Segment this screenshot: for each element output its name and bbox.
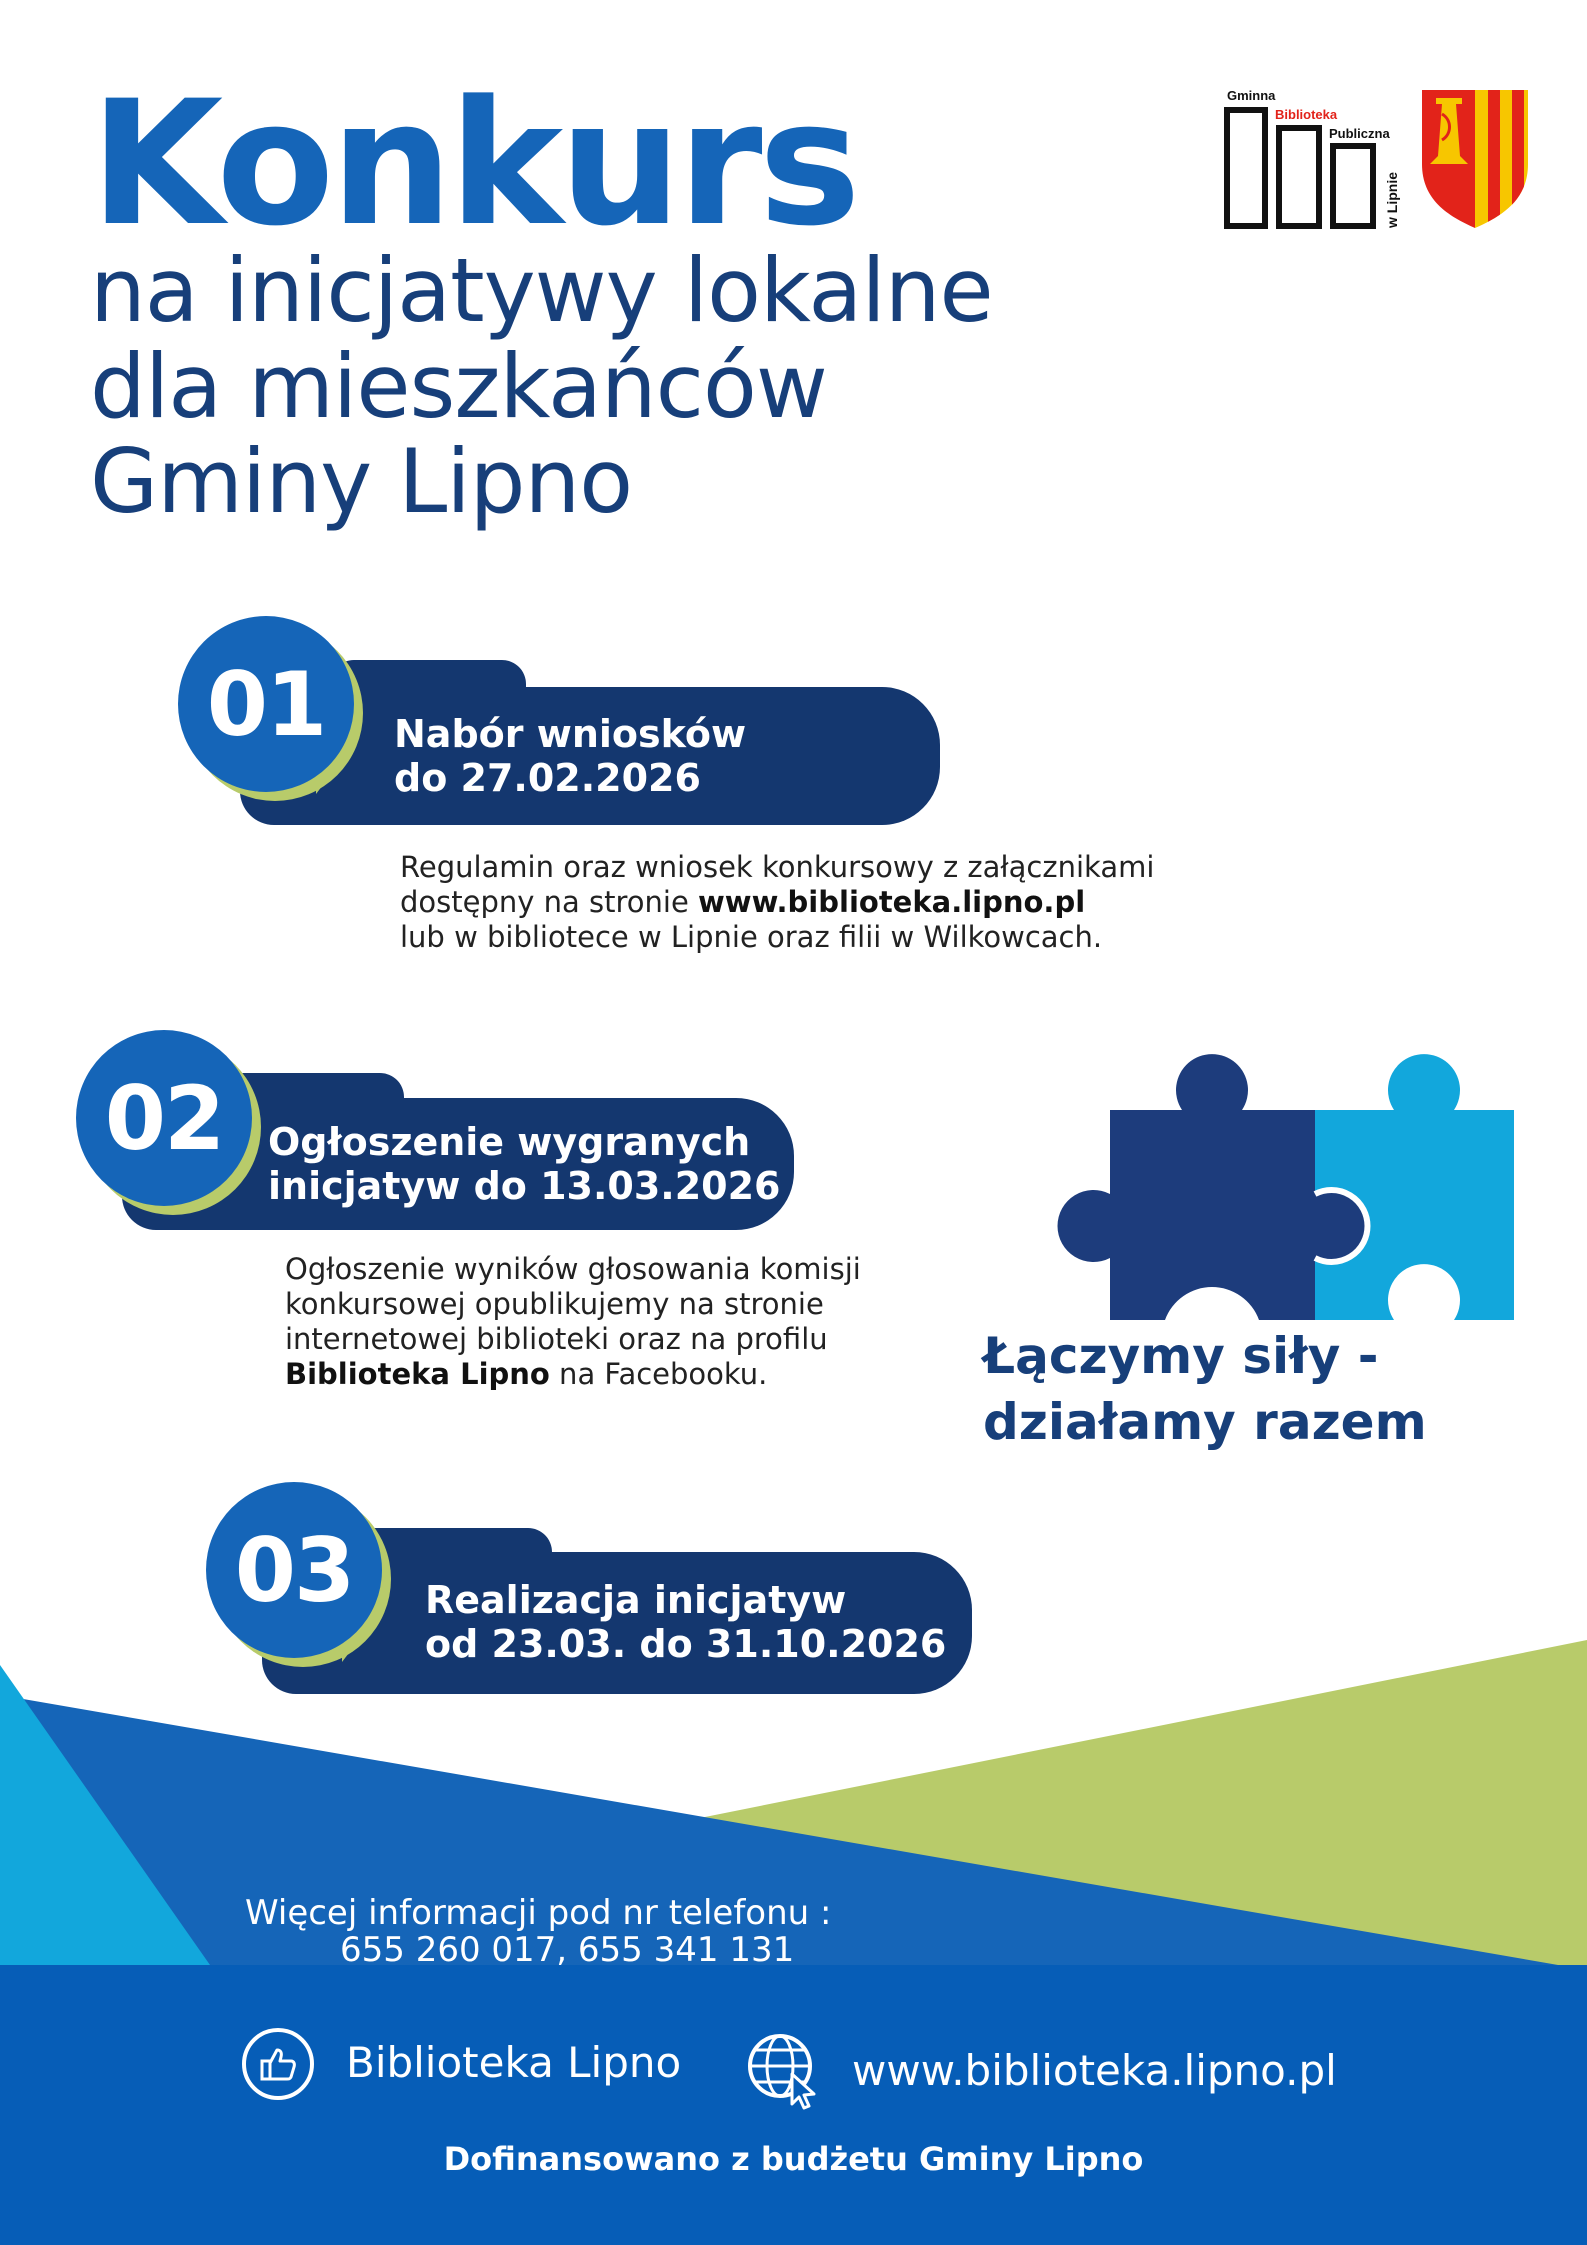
website-link[interactable]: www.biblioteka.lipno.pl — [852, 2046, 1337, 2095]
globe-cursor-icon[interactable] — [746, 2030, 826, 2110]
step-3-number-badge: 03 — [206, 1482, 382, 1658]
step-2-label-line-2: inicjatyw do 13.03.2026 — [268, 1164, 781, 1208]
crest-icon — [1422, 90, 1528, 228]
step-1-label — [394, 712, 746, 800]
page-title: Konkurs — [90, 63, 857, 264]
step-3-label-line-2: od 23.03. do 31.10.2026 — [425, 1622, 947, 1666]
library-logo — [1223, 86, 1403, 230]
subtitle-line-1: na inicjatywy lokalne — [90, 239, 993, 342]
subtitle-line-3: Gminy Lipno — [90, 430, 633, 533]
step-2-label — [268, 1120, 781, 1208]
thumbs-up-icon[interactable] — [242, 2028, 314, 2100]
step-1-description — [400, 850, 1154, 955]
step-2-label-line-1: Ogłoszenie wygranych — [268, 1120, 751, 1164]
step-1-desc-line-2 — [400, 885, 1154, 920]
slogan-line-1: Łączymy siły - — [983, 1327, 1379, 1385]
step-1-desc-line-1: Regulamin oraz wniosek konkursowy z załącznikami — [400, 850, 1155, 884]
slogan — [983, 1323, 1427, 1455]
step-1-label-line-1: Nabór wniosków — [394, 712, 747, 756]
logo-text-publiczna: Publiczna — [1329, 126, 1390, 141]
slogan-line-2: działamy razem — [983, 1393, 1427, 1451]
logo-text-w-lipnie: w Lipnie — [1384, 172, 1400, 228]
logo-book-2 — [1279, 128, 1319, 226]
step-2-description — [285, 1252, 861, 1392]
logo-book-1 — [1227, 110, 1265, 226]
logo-text-biblioteka: Biblioteka — [1275, 107, 1338, 122]
step-1-website-link[interactable]: www.biblioteka.lipno.pl — [698, 885, 1086, 919]
step-2-desc-line-1: Ogłoszenie wyników głosowania komisji — [285, 1252, 861, 1286]
step-2-desc-line-2: konkursowej opublikujemy na stronie — [285, 1287, 824, 1321]
logo-text-gminna: Gminna — [1227, 88, 1276, 103]
step-3-label-line-1: Realizacja inicjatyw — [425, 1578, 847, 1622]
logo-book-3 — [1333, 146, 1373, 226]
funding-note: Dofinansowano z budżetu Gminy Lipno — [443, 2140, 1144, 2178]
step-2-desc-line-4-suffix: na Facebooku. — [549, 1357, 768, 1391]
thumbs-up-glyph — [258, 2044, 298, 2084]
step-3-label — [425, 1578, 946, 1666]
subtitle-line-2: dla mieszkańców — [90, 335, 827, 438]
puzzle-piece-light — [1315, 1054, 1514, 1320]
step-2-desc-line-3: internetowej biblioteki oraz na profilu — [285, 1322, 828, 1356]
info-line-1: Więcej informacji pod nr telefonu : — [245, 1893, 832, 1933]
step-1-desc-line-3: lub w bibliotece w Lipnie oraz filii w Wilkowcach. — [400, 920, 1103, 954]
facebook-link[interactable]: Biblioteka Lipno — [346, 2038, 682, 2087]
step-1-desc-line-2-prefix: dostępny na stronie — [400, 885, 699, 919]
step-1-number-badge: 01 — [178, 616, 354, 792]
info-phone-numbers: 655 260 017, 655 341 131 — [340, 1930, 795, 1970]
step-2-desc-line-4 — [285, 1357, 861, 1392]
step-2-facebook-name: Biblioteka Lipno — [285, 1357, 550, 1391]
step-1-label-line-2: do 27.02.2026 — [394, 756, 701, 800]
step-2-number-badge: 02 — [76, 1030, 252, 1206]
